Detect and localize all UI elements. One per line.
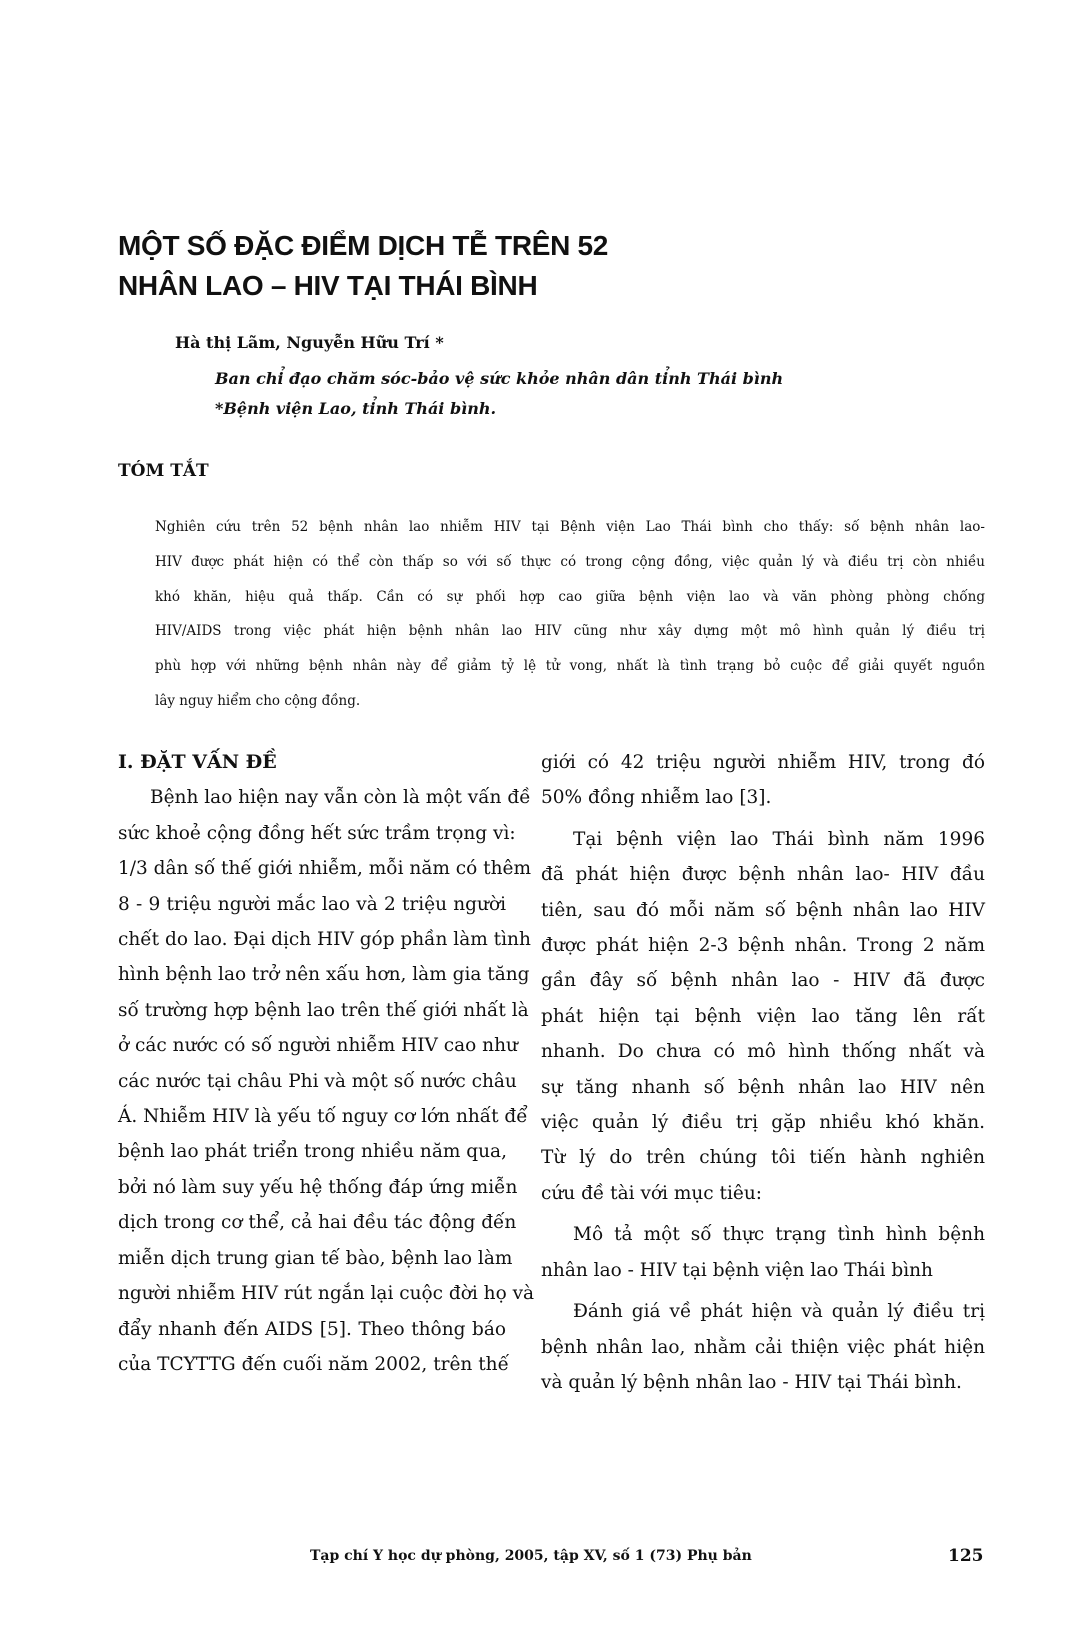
text-line: sức khoẻ cộng đồng hết sức trầm trọng vì:	[118, 822, 516, 844]
text-line: số trường hợp bệnh lao trên thế giới nhất là	[118, 999, 529, 1021]
text-line: 1/3 dân số thế giới nhiễm, mỗi năm có thêm	[118, 858, 531, 880]
text-line: và quản lý bệnh nhân lao - HIV tại Thái bình.	[541, 1371, 962, 1393]
text-line: 8 - 9 triệu người mắc lao và 2 triệu người	[118, 893, 506, 915]
text-line: sự tăng nhanh số bệnh nhân lao HIV nên	[541, 1076, 985, 1098]
text-line: của TCYTTG đến cuối năm 2002, trên thế	[118, 1353, 509, 1375]
text-line: bệnh lao phát triển trong nhiều năm qua,	[118, 1141, 507, 1163]
affiliation: *Bệnh viện Lao, tỉnh Thái bình.	[215, 399, 497, 418]
text-line: Mô tả một số thực trạng tình hình bệnh	[573, 1224, 985, 1246]
journal-footer: Tạp chí Y học dự phòng, 2005, tập XV, số 1 (73) Phụ bản	[310, 1548, 752, 1564]
text-line: bởi nó làm suy yếu hệ thống đáp ứng miễn	[118, 1176, 518, 1198]
text-line: nhanh. Do chưa có mô hình thống nhất và	[541, 1041, 985, 1063]
text-line: ở các nước có số người nhiễm HIV cao như	[118, 1035, 518, 1057]
text-line: giới có 42 triệu người nhiễm HIV, trong đó	[541, 752, 985, 773]
text-line: Á. Nhiễm HIV là yếu tố nguy cơ lớn nhất để	[118, 1106, 528, 1128]
text-line: dịch trong cơ thể, cả hai đều tác động đến	[118, 1212, 517, 1234]
text-line: đẩy nhanh đến AIDS [5]. Theo thông báo	[118, 1318, 506, 1340]
text-line: Nghiên cứu trên 52 bệnh nhân lao nhiễm HIV tại Bệnh viện Lao Thái bình cho thấy: số bệnh nhân lao-	[155, 519, 985, 535]
text-line: hình bệnh lao trở nên xấu hơn, làm gia tăng	[118, 964, 530, 986]
text-line: các nước tại châu Phi và một số nước châu	[118, 1070, 517, 1092]
text-line: người nhiễm HIV rút ngắn lại cuộc đời họ và	[118, 1283, 535, 1305]
text-line: chết do lao. Đại dịch HIV góp phần làm tình	[118, 929, 531, 951]
title-line: MỘT SỐ ĐẶC ĐIỂM DỊCH TỄ TRÊN 52	[118, 230, 609, 261]
text-line: HIV/AIDS trong việc phát hiện bệnh nhân lao HIV cũng như xây dựng một mô hình quản lý điều trị	[155, 623, 985, 640]
text-line: Tại bệnh viện lao Thái bình năm 1996	[573, 828, 985, 850]
text-line: HIV được phát hiện có thể còn thấp so với số thực có trong cộng đồng, việc quản lý và điều trị còn nhiều	[155, 553, 985, 570]
text-line: đã phát hiện được bệnh nhân lao- HIV đầu	[541, 864, 985, 886]
abstract-heading: TÓM TẮT	[118, 461, 209, 481]
right-column	[541, 745, 985, 1400]
text-line: bệnh nhân lao, nhằm cải thiện việc phát hiện	[541, 1336, 985, 1358]
text-line: tiên, sau đó mỗi năm số bệnh nhân lao HIV	[541, 899, 985, 921]
article-title	[118, 226, 608, 306]
text-line: được phát hiện 2-3 bệnh nhân. Trong 2 năm	[541, 935, 985, 957]
text-line: lây nguy hiểm cho cộng đồng.	[155, 692, 361, 709]
text-line: miễn dịch trung gian tế bào, bệnh lao làm	[118, 1247, 513, 1269]
page-number: 125	[948, 1546, 984, 1566]
text-line: khó khăn, hiệu quả thấp. Cần có sự phối hợp cao giữa bệnh viện lao và văn phòng phòng chống	[155, 588, 985, 605]
text-line: 50% đồng nhiễm lao [3].	[541, 787, 772, 809]
section-heading: I. ĐẶT VẤN ĐỀ	[118, 751, 277, 773]
text-line: Từ lý do trên chúng tôi tiến hành nghiên	[541, 1147, 985, 1169]
text-line: nhân lao - HIV tại bệnh viện lao Thái bình	[541, 1259, 933, 1281]
affiliation: Ban chỉ đạo chăm sóc-bảo vệ sức khỏe nhân dân tỉnh Thái bình	[215, 369, 784, 388]
text-line: Bệnh lao hiện nay vẫn còn là một vấn đề	[150, 787, 531, 809]
authors: Hà thị Lãm, Nguyễn Hữu Trí *	[175, 333, 444, 352]
text-line: Đánh giá về phát hiện và quản lý điều trị	[573, 1301, 985, 1323]
abstract	[155, 510, 985, 719]
title-line: NHÂN LAO – HIV TẠI THÁI BÌNH	[118, 270, 538, 301]
text-line: phù hợp với những bệnh nhân này để giảm tỷ lệ tử vong, nhất là tình trạng bỏ cuộc để giải quyết nguồn	[155, 658, 985, 675]
left-column	[118, 745, 535, 1382]
text-line: phát hiện tại bệnh viện lao tăng lên rất	[541, 1005, 985, 1027]
text-line: cứu đề tài với mục tiêu:	[541, 1182, 762, 1204]
text-line: việc quản lý điều trị gặp nhiều khó khăn.	[541, 1112, 985, 1134]
text-line: gần đây số bệnh nhân lao - HIV đã được	[541, 970, 985, 992]
